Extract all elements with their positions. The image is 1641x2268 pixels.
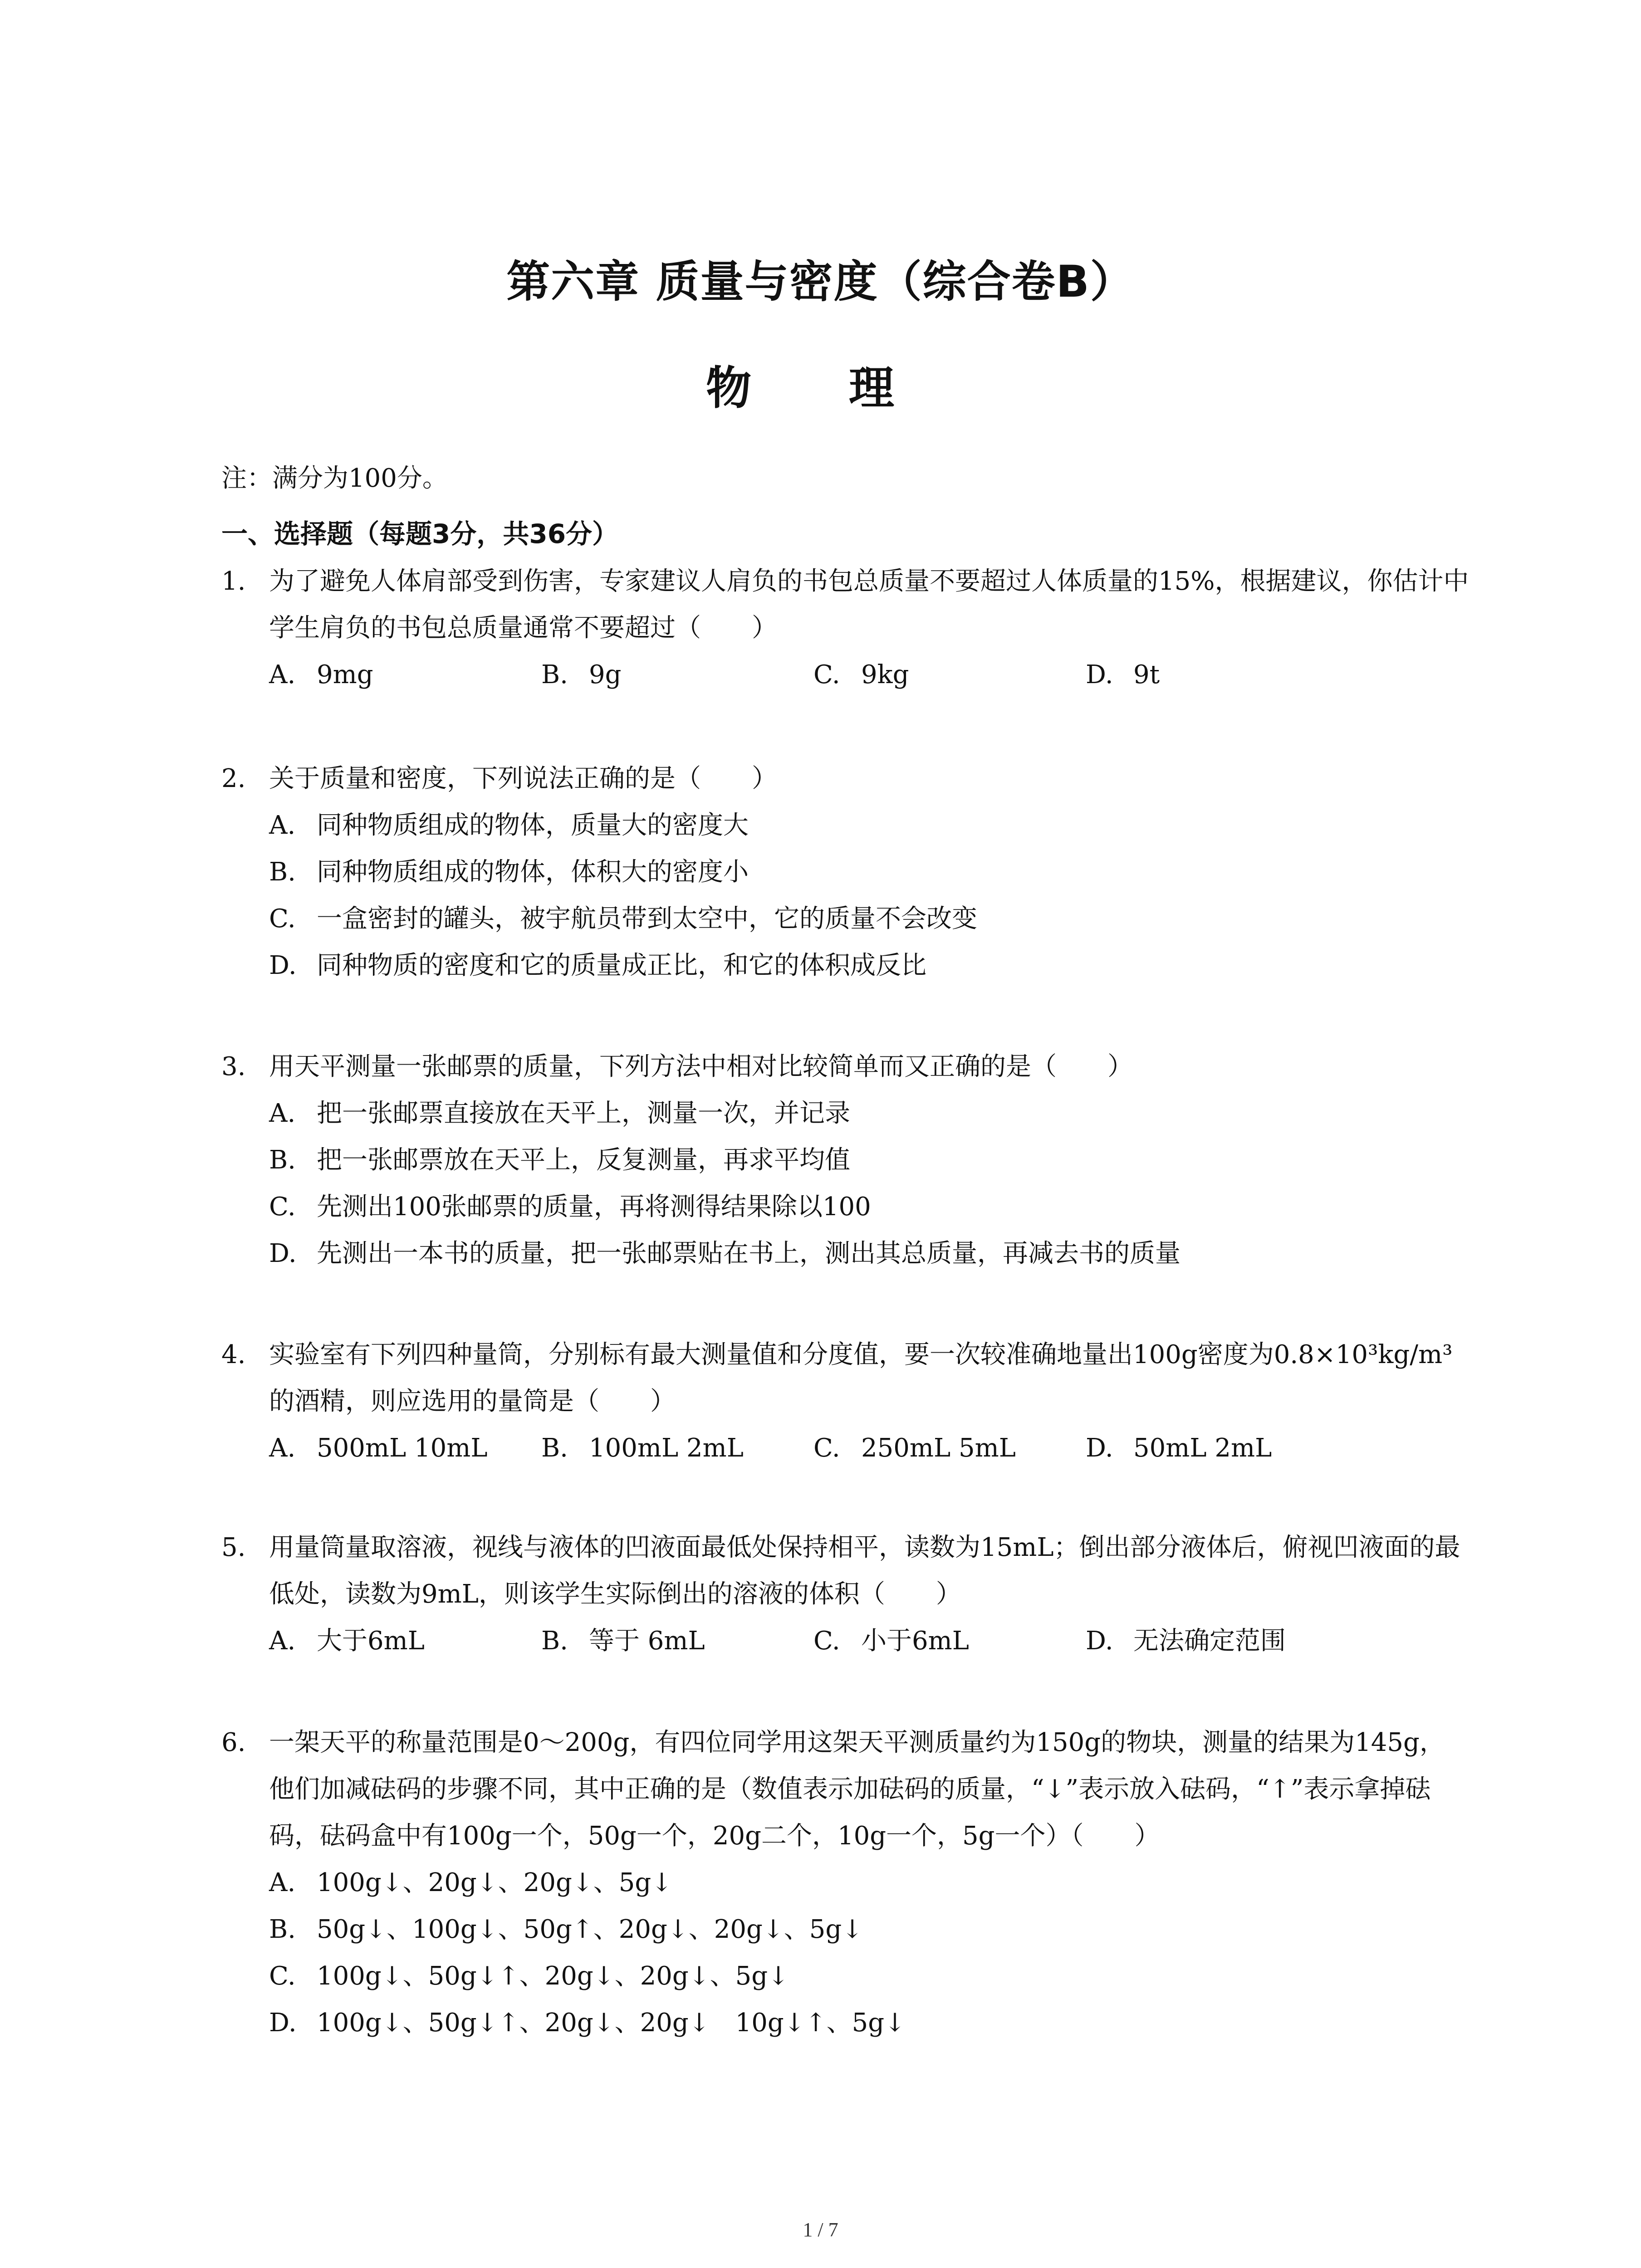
- question-stem: [221, 1719, 1469, 1859]
- options: [221, 1859, 1469, 2046]
- option-a[interactable]: A. 大于6mL: [269, 1626, 425, 1656]
- option-c[interactable]: C. 小于6mL: [813, 1626, 969, 1656]
- option-c[interactable]: C. 一盒密封的罐头，被宇航员带到太空中，它的质量不会改变: [269, 904, 977, 934]
- question-text: 关于质量和密度，下列说法正确的是（ ）: [269, 764, 777, 793]
- option-d[interactable]: D. 9t: [1086, 660, 1160, 689]
- page-subtitle: 物 理: [706, 362, 935, 415]
- option-c[interactable]: C. 250mL 5mL: [813, 1433, 1016, 1463]
- question-6: [221, 1719, 1469, 2046]
- option-b[interactable]: B. 同种物质组成的物体，体积大的密度小: [269, 857, 749, 887]
- option-a[interactable]: A. 500mL 10mL: [269, 1433, 488, 1463]
- question-1: [221, 558, 1469, 698]
- question-number: 1.: [221, 567, 246, 596]
- question-stem: [221, 1524, 1469, 1618]
- options: [221, 1425, 1469, 1471]
- option-d[interactable]: D. 无法确定范围: [1086, 1626, 1286, 1656]
- page-number: 1 / 7: [803, 2219, 838, 2241]
- option-c[interactable]: C. 100g↓、50g↓↑、20g↓、20g↓、5g↓: [269, 1961, 789, 1991]
- question-text: 一架天平的称量范围是0～200g，有四位同学用这架天平测质量约为150g的物块，测量的结果为145g，他们加减砝码的步骤不同，其中正确的是（数值表示加砝码的质量，“↓”表示放入砝码，“↑”表示拿掉砝码，砝码盒中有100g一个，50g一个，20g二个，10g一个，5g一个）（ ）: [269, 1728, 1445, 1851]
- option-a[interactable]: A. 100g↓、20g↓、20g↓、5g↓: [269, 1868, 673, 1897]
- options: [221, 1090, 1469, 1277]
- options: [221, 802, 1469, 989]
- option-b[interactable]: B. 9g: [541, 660, 622, 689]
- question-number: 5.: [221, 1533, 246, 1562]
- score-note: 注：满分为100分。: [221, 464, 448, 493]
- option-a[interactable]: A. 把一张邮票直接放在天平上，测量一次，并记录: [269, 1099, 850, 1128]
- question-number: 4.: [221, 1340, 246, 1369]
- question-stem: [221, 1331, 1469, 1425]
- question-number: 6.: [221, 1728, 246, 1757]
- question-4: [221, 1331, 1469, 1471]
- option-d[interactable]: D. 100g↓、50g↓↑、20g↓、20g↓ 10g↓↑、5g↓: [269, 2008, 906, 2038]
- question-number: 3.: [221, 1052, 246, 1081]
- option-b[interactable]: B. 等于 6mL: [541, 1626, 705, 1656]
- option-d[interactable]: D. 50mL 2mL: [1086, 1433, 1272, 1463]
- options: [221, 1618, 1469, 1664]
- question-text: 用量筒量取溶液，视线与液体的凹液面最低处保持相平，读数为15mL；倒出部分液体后，俯视凹液面的最低处，读数为9mL，则该学生实际倒出的溶液的体积（ ）: [269, 1533, 1460, 1609]
- question-text: 用天平测量一张邮票的质量，下列方法中相对比较简单而又正确的是（ ）: [269, 1052, 1133, 1081]
- question-text: 为了避免人体肩部受到伤害，专家建议人肩负的书包总质量不要超过人体质量的15%，根据建议，你估计中学生肩负的书包总质量通常不要超过（ ）: [269, 567, 1469, 643]
- options: [221, 651, 1469, 698]
- option-c[interactable]: C. 9kg: [813, 660, 909, 689]
- option-b[interactable]: B. 把一张邮票放在天平上，反复测量，再求平均值: [269, 1145, 850, 1175]
- option-d[interactable]: D. 先测出一本书的质量，把一张邮票贴在书上，测出其总质量，再减去书的质量: [269, 1239, 1181, 1268]
- section-heading: 一、选择题（每题3分，共36分）: [221, 518, 619, 549]
- question-stem: [221, 558, 1469, 651]
- option-d[interactable]: D. 同种物质的密度和它的质量成正比，和它的体积成反比: [269, 951, 926, 980]
- option-a[interactable]: A. 9mg: [269, 660, 373, 689]
- option-b[interactable]: B. 100mL 2mL: [541, 1433, 744, 1463]
- question-stem: [221, 1043, 1469, 1090]
- question-5: [221, 1524, 1469, 1664]
- option-a[interactable]: A. 同种物质组成的物体，质量大的密度大: [269, 811, 749, 840]
- option-b[interactable]: B. 50g↓、100g↓、50g↑、20g↓、20g↓、5g↓: [269, 1915, 863, 1944]
- page-title: 第六章 质量与密度（综合卷B）: [506, 256, 1135, 307]
- question-3: [221, 1043, 1469, 1277]
- question-number: 2.: [221, 764, 246, 793]
- question-stem: [221, 755, 1469, 802]
- question-text: 实验室有下列四种量筒，分别标有最大测量值和分度值，要一次较准确地量出100g密度为0.8×10³kg/m³的酒精，则应选用的量筒是（ ）: [269, 1340, 1453, 1416]
- option-c[interactable]: C. 先测出100张邮票的质量，再将测得结果除以100: [269, 1192, 871, 1222]
- question-2: [221, 755, 1469, 989]
